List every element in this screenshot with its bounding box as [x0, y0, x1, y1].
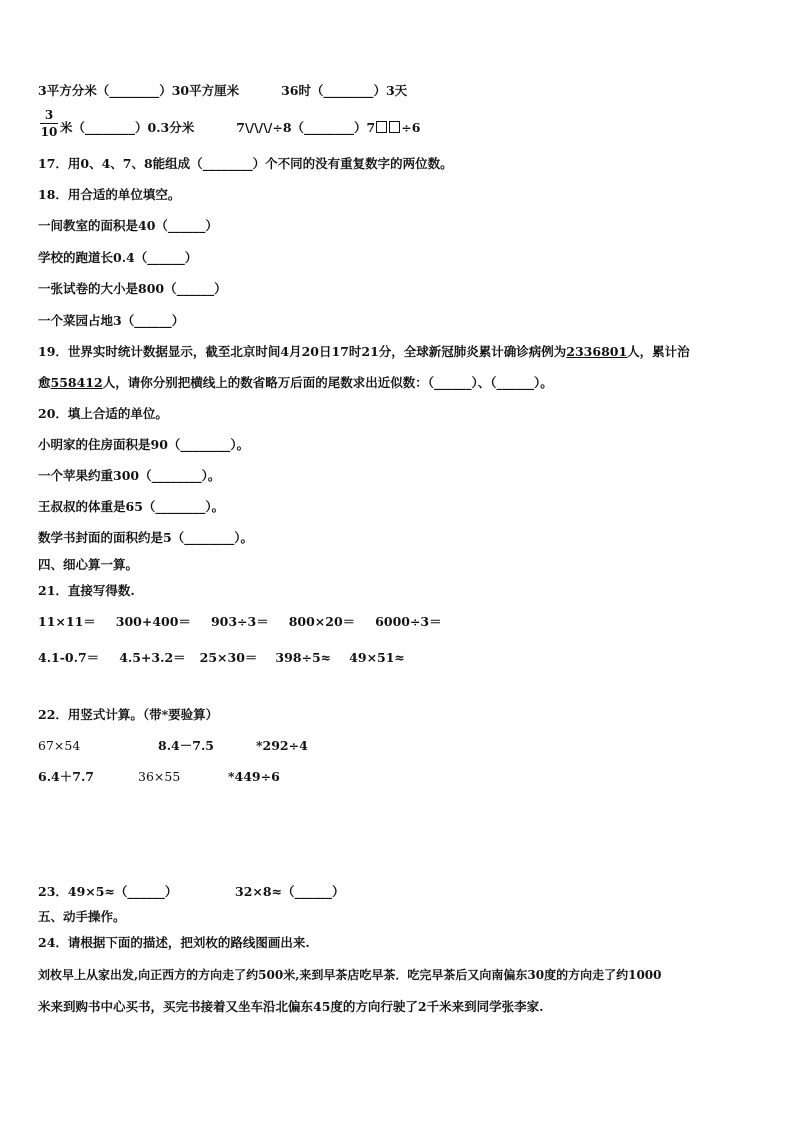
confirmed-cases-number: 2336801 [566, 344, 628, 359]
vertical-calc-item: 6.4＋7.7 [38, 769, 94, 784]
q19-text: 19．世界实时统计数据显示，截至北京时间4月20日17时21分，全球新冠肺炎累计确诊病例为 [38, 344, 567, 359]
q20-item-3: 王叔叔的体重是65（________）。 [38, 499, 225, 514]
compare-division-pre: 7\/\/\/÷8（________）7 [236, 120, 376, 135]
calc-item: 4.1-0.7＝ [38, 650, 100, 665]
question-20-title: 20．填上合适的单位。 [38, 406, 168, 421]
compare-row-1 [38, 82, 407, 100]
q21-row-1 [38, 613, 442, 631]
compare-time: 36时（________）3天 [281, 83, 408, 98]
question-19-line-2 [38, 374, 553, 392]
calc-item: 800×20＝ [288, 614, 356, 629]
fraction-numerator: 3 [44, 108, 54, 122]
question-18-title: 18．用合适的单位填空。 [38, 187, 181, 202]
calc-item: 6000÷3＝ [375, 614, 442, 629]
calc-item: 4.5+3.2＝ [119, 650, 186, 665]
calc-item: 25×30＝ [199, 650, 258, 665]
vertical-calc-item: 67×54 [38, 738, 81, 753]
q19-text-end: 人，累计治 [627, 344, 690, 359]
fraction-denominator: 10 [40, 125, 58, 139]
q18-item-1: 一间教室的面积是40（______） [38, 218, 218, 233]
compare-division-post: ÷6 [401, 120, 421, 135]
question-21-title: 21．直接写得数. [38, 583, 135, 598]
vertical-calc-item: *449÷6 [228, 769, 280, 784]
compare-area: 3平方分米（________）30平方厘米 [38, 83, 240, 98]
fraction-3-10 [38, 108, 60, 139]
calc-item: 49×51≈ [349, 650, 405, 665]
calc-item: 300+400＝ [115, 614, 191, 629]
q20-item-1: 小明家的住房面积是90（________）。 [38, 437, 250, 452]
digit-box-2 [389, 121, 400, 133]
q24-line-2: 米来到购书中心买书，买完书接着又坐车沿北偏东45度的方向行驶了2千米来到同学张李家. [38, 999, 544, 1014]
question-17: 17．用0、4、7、8能组成（________）个不同的没有重复数字的两位数。 [38, 156, 453, 171]
q18-item-4: 一个菜园占地3（______） [38, 313, 185, 328]
digit-box-1 [376, 121, 387, 133]
q19-text-2-end: 人，请你分别把横线上的数省略万后面的尾数求出近似数：（______）、（______）。 [102, 375, 553, 390]
q19-text-2: 愈 [38, 375, 51, 390]
q20-item-2: 一个苹果约重300（________）。 [38, 468, 221, 483]
section-4-heading: 四、细心算一算。 [38, 557, 139, 572]
vertical-calc-item: 36×55 [138, 769, 181, 784]
recovered-number: 558412 [50, 375, 103, 390]
q18-item-3: 一张试卷的大小是800（______） [38, 281, 227, 296]
q21-row-2 [38, 649, 405, 667]
vertical-calc-item: 8.4－7.5 [158, 738, 214, 753]
q23-part-b: 32×8≈（______） [235, 884, 345, 899]
compare-length: 米（________）0.3分米 [60, 120, 195, 135]
section-5-heading: 五、动手操作。 [38, 909, 126, 924]
vertical-calc-item: *292÷4 [256, 738, 308, 753]
q23-part-a: 23．49×5≈（______） [38, 884, 178, 899]
q18-item-2: 学校的跑道长0.4（______） [38, 250, 198, 265]
question-19-line-1 [38, 343, 690, 361]
q20-item-4: 数学书封面的面积约是5（________）。 [38, 530, 253, 545]
question-22-title: 22．用竖式计算。（带*要验算） [38, 707, 219, 722]
question-23 [38, 883, 345, 901]
compare-row-2 [60, 119, 420, 137]
q24-line-1: 刘枚早上从家出发,向正西方的方向走了约500米,来到早茶店吃早茶．吃完早茶后又向南偏东30度的方向走了约1000 [38, 968, 662, 982]
calc-item: 398÷5≈ [275, 650, 332, 665]
question-24-title: 24．请根据下面的描述，把刘枚的路线图画出来. [38, 935, 310, 950]
calc-item: 11×11＝ [38, 614, 96, 629]
calc-item: 903÷3＝ [210, 614, 269, 629]
